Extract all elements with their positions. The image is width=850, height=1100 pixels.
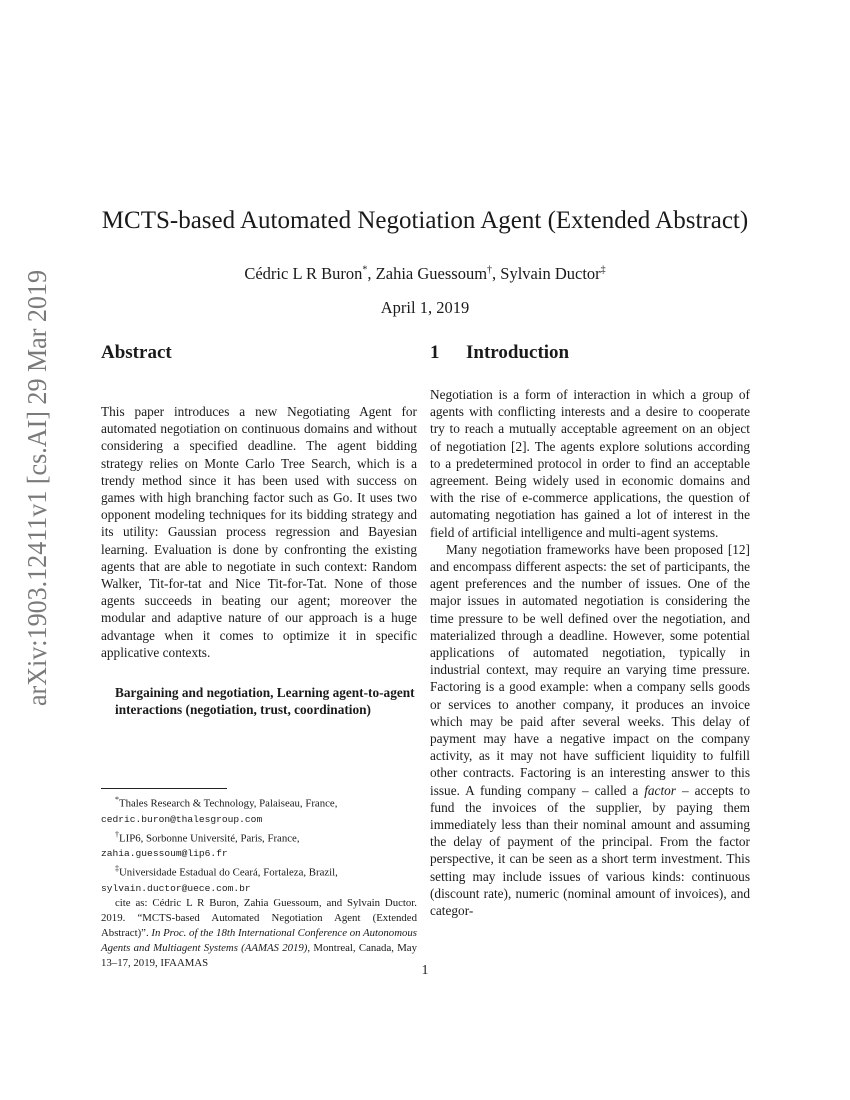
footnotes [101,792,417,971]
footnote-text: LIP6, Sorbonne Université, Paris, France, [119,832,300,845]
footnote-mark: * [115,795,119,804]
citation-text: cite as: Cédric L R Buron, Zahia Guessoum, and Sylvain Ductor. 2019. “MCTS-based Automated Negotiation Agent (Extended Abstract)”. [101,896,417,939]
arxiv-stamp-graphic [16,268,56,708]
footnote-rule [101,788,227,789]
affiliation-mark: ‡ [600,264,606,276]
citation-location: , Montreal, Canada, May 13–17, 2019, IFAAMAS [101,941,417,969]
paragraph [430,541,750,919]
author-separator: , [367,264,376,283]
arxiv-id-text: arXiv:1903.12411v1 [cs.AI] 29 Mar 2019 [22,268,52,706]
author-separator: , [492,264,501,283]
arxiv-identifier-stamp [16,268,56,708]
author-name: Zahia Guessoum [375,264,488,283]
footnote-text: Universidade Estadual do Ceará, Fortaleza, Brazil, [119,866,338,879]
keywords: Bargaining and negotiation, Learning agent-to-agent interactions (negotiation, trust, coordination) [115,685,415,718]
paragraph-text: Many negotiation frameworks have been proposed [12] and encompass different aspects: the set of participants, the agent preferences and the number of issues. One of the major issues in automated negotiation is considering the time pressure to be well defined over the negotiation, and materialized through a deadline. However, some potential applications of automated negotiation, typically in industrial context, may require an varying time pressure. Factoring is a good example: when a company sells goods or services to another company, it produces an invoice which may be paid after several weeks. This delay of payment may have a negative impact on the company activity, as it may not have sufficient liquidity to fulfill other contracts. Factoring is an interesting answer to this issue. A funding company – called a [430,541,750,798]
footnote-mark: ‡ [115,864,119,874]
section-heading [430,344,750,361]
citation-note [101,896,417,971]
section-number: 1 [430,342,440,363]
affiliation-mark: * [362,264,368,276]
citation-venue: In Proc. of the 18th International Conference on Autonomous Agents and Multiagent Systems (AAMAS 2019) [101,926,417,954]
abstract-section [101,344,417,361]
footnote-mark: † [115,829,119,839]
author-name: Sylvain Ductor [500,264,601,283]
abstract-body: This paper introduces a new Negotiating Agent for automated negotiation on continuous domains and without considering a specified deadline. The agent bidding strategy relies on Monte Carlo Tree Search, which is a trendy method since it has been used with success on games with high branching factor such as Go. It uses two opponent modeling techniques for its bidding strategy and its utility: Gaussian process regression and Bayesian learning. Evaluation is done by confronting the existing agents that are able to negotiate in such context: Random Walker, Tit-for-tat and Nice Tit-for-Tat. None of those agents succeeds in beating our agent; moreover the modular and adaptive nature of our approach is a huge advantage when it comes to optimize it in specific applicative contexts. [101,404,417,660]
page-number: 1 [421,962,429,977]
paragraph-text: – accepts to fund the invoices of the supplier, by paying them immediately less than their nominal amount and assuming the delay of payment of the principal. From the factor perspective, it can be seen as a short term investment. This setting may include issues of various kinds: continuous (discount rate), numeric (nominal amount of invoices), and categor- [430,782,750,919]
paper-title: MCTS-based Automated Negotiation Agent (Extended Abstract) [101,207,749,234]
affiliation-mark: † [487,264,493,276]
footnote-text: Thales Research & Technology, Palaiseau, France, [119,797,338,810]
abstract-heading: Abstract [101,342,172,363]
section-title: Introduction [466,342,570,363]
footnote-email-1: cedric.buron@thalesgroup.com [101,813,263,825]
emphasized-term: factor [644,782,676,798]
introduction-section [430,344,750,361]
footnote-affiliation-2 [101,827,417,847]
footnote-affiliation-3 [101,861,417,881]
paragraph: Negotiation is a form of interaction in which a group of agents with conflicting interests and a desire to cooperate try to reach a mutually acceptable agreement on an object of negotiation [2]. The agents explore solutions according to a predetermined protocol in order to find an acceptable agreement. Being widely used in economic domains and with the rise of e-commerce applications, the question of automating negotiation has gained a lot of interest in the field of artificial intelligence and multi-agent systems. [430,387,750,540]
footnote-affiliation-1 [101,792,417,812]
footnote-email-2: zahia.guessoum@lip6.fr [101,848,228,860]
introduction-body [430,386,750,919]
publication-date: April 1, 2019 [380,298,470,317]
author-list [0,264,850,284]
author-name: Cédric L R Buron [244,264,363,283]
footnote-email-3: sylvain.ductor@uece.com.br [101,882,251,894]
